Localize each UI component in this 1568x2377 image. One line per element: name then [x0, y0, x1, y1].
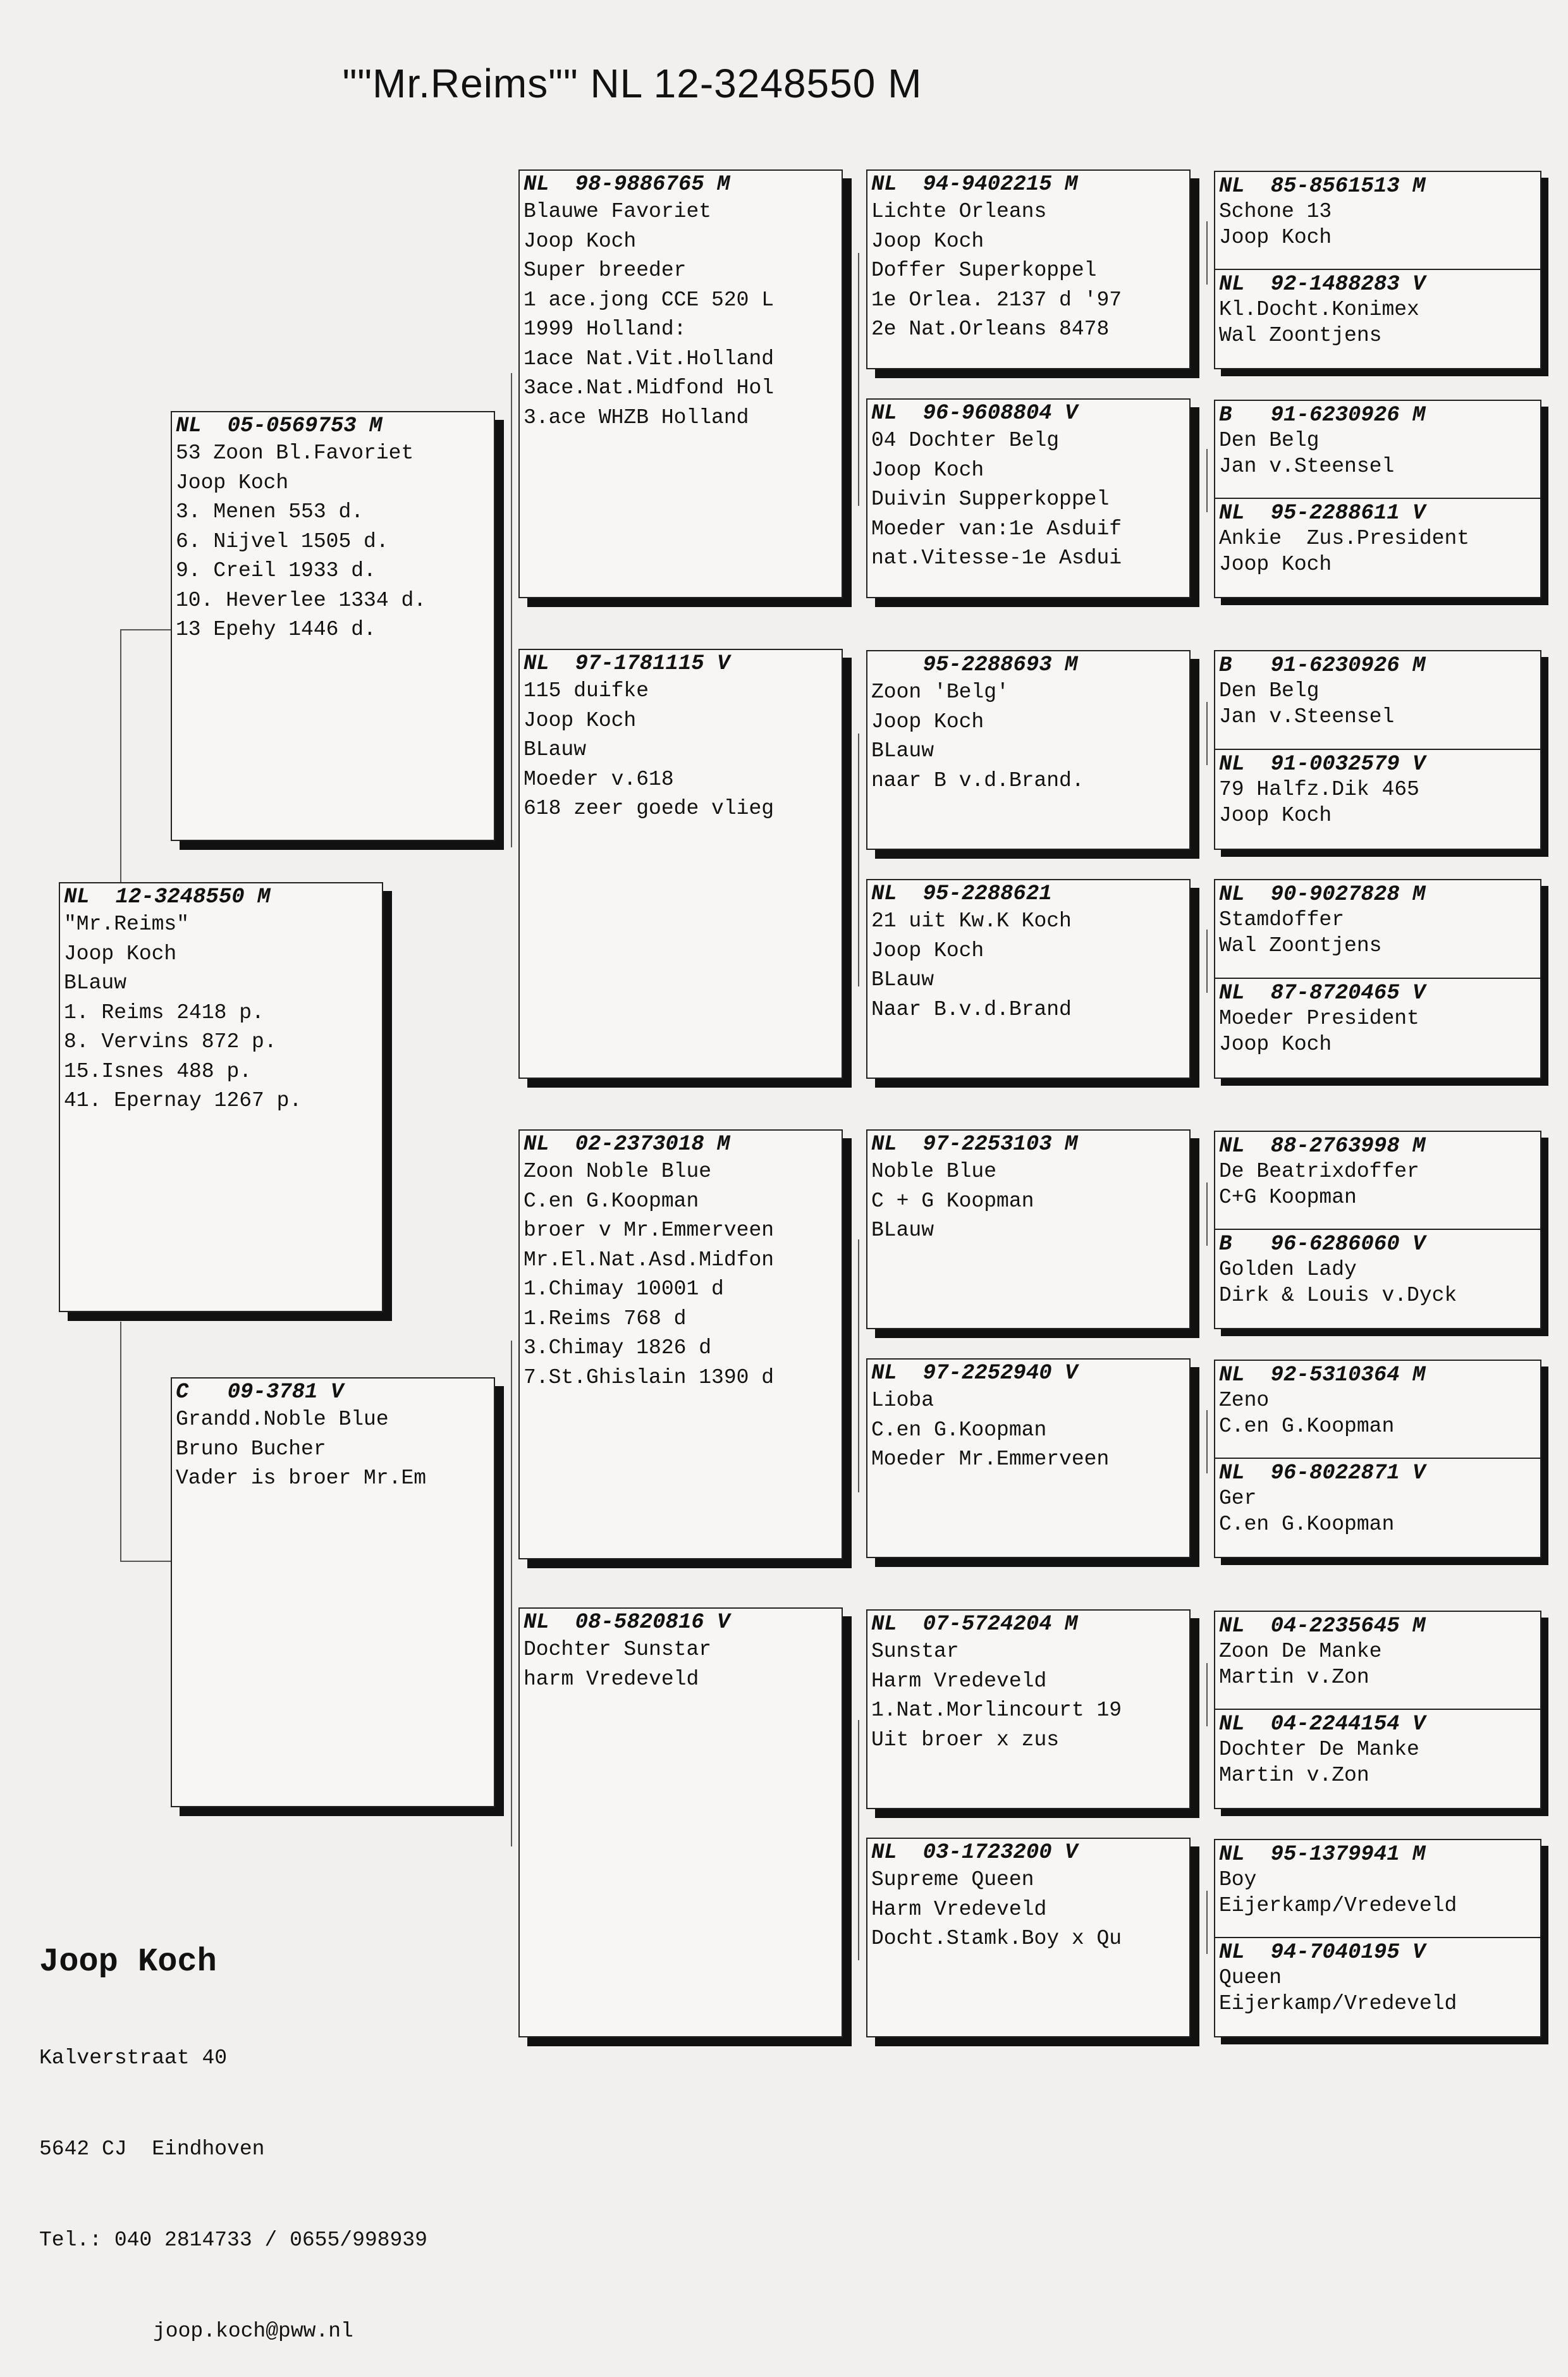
- card-line: Joop Koch: [64, 942, 177, 966]
- card-line: Supreme Queen: [871, 1868, 1034, 1891]
- pedigree-cell-male: [1215, 1612, 1540, 1710]
- card-line: Joop Koch: [871, 709, 984, 734]
- owner-city: 5642 CJ Eindhoven: [39, 2137, 265, 2161]
- pedigree-card-gen4-pair: [1214, 650, 1541, 850]
- connector-line: [858, 253, 859, 506]
- pedigree-card-gen4-pair: [1214, 879, 1541, 1079]
- card-line: broer v Mr.Emmerveen: [524, 1219, 775, 1242]
- card-line: 1.Chimay 10001 d: [524, 1277, 724, 1301]
- card-line: Uit broer x zus: [871, 1728, 1060, 1752]
- pedigree-card-granddam-sire: [518, 649, 843, 1079]
- card-line: Moeder Mr.Emmerveen: [871, 1447, 1110, 1471]
- card-line: 8. Vervins 872 p.: [64, 1030, 277, 1053]
- connector-line: [1206, 930, 1208, 993]
- card-line: BLauw: [871, 1219, 934, 1242]
- card-line: C.en G.Koopman: [1219, 1415, 1395, 1438]
- card-line: Joop Koch: [871, 229, 984, 253]
- connector-line: [511, 1341, 512, 1846]
- card-line: Moeder President: [1219, 1007, 1419, 1030]
- pedigree-card-gen4-pair: [1214, 1360, 1541, 1558]
- pedigree-cell-female: [1215, 1937, 1540, 2036]
- pedigree-cell-female: [1215, 269, 1540, 368]
- card-line: Duivin Supperkoppel: [871, 488, 1110, 511]
- pedigree-cell-male: [1215, 1132, 1540, 1230]
- card-line: 1 ace.jong CCE 520 L: [524, 288, 775, 312]
- pedigree-card-gen3: [866, 1609, 1191, 1809]
- card-line: 115 duifke: [524, 679, 649, 703]
- ring-number: NL 95-1379941 M: [1219, 1843, 1426, 1867]
- connector-line: [1206, 1182, 1208, 1246]
- card-line: Dirk & Louis v.Dyck: [1219, 1284, 1457, 1307]
- ring-number: NL 02-2373018 M: [524, 1133, 730, 1157]
- card-line: Blauwe Favoriet: [524, 200, 712, 223]
- pedigree-card-sire: [171, 411, 495, 841]
- card-line: Joop Koch: [871, 458, 984, 482]
- connector-line: [1206, 1663, 1208, 1726]
- card-line: C.en G.Koopman: [1219, 1513, 1395, 1536]
- pedigree-card-gen3: [866, 1838, 1191, 2037]
- ring-number: NL 94-7040195 V: [1219, 1941, 1426, 1965]
- card-line: 2e Nat.Orleans 8478: [871, 317, 1110, 341]
- ring-number: B 91-6230926 M: [1219, 654, 1426, 678]
- card-line: 7.St.Ghislain 1390 d: [524, 1365, 775, 1389]
- owner-email: joop.koch@pww.nl: [153, 2319, 353, 2343]
- card-line: Mr.El.Nat.Asd.Midfon: [524, 1248, 775, 1272]
- card-line: Joop Koch: [524, 229, 637, 253]
- connector-line: [858, 734, 859, 986]
- card-line: 15.Isnes 488 p.: [64, 1059, 252, 1083]
- owner-name: Joop Koch: [39, 1943, 217, 1981]
- pedigree-card-gen3: [866, 398, 1191, 598]
- card-line: Den Belg: [1219, 679, 1320, 703]
- pedigree-card-granddam-dam: [518, 1607, 843, 2037]
- card-line: 3.ace WHZB Holland: [524, 405, 749, 429]
- card-line: 53 Zoon Bl.Favoriet: [176, 441, 414, 465]
- pedigree-cell-female: [1215, 749, 1540, 849]
- ring-number: NL 12-3248550 M: [64, 885, 271, 909]
- card-line: Super breeder: [524, 259, 687, 282]
- card-line: Grandd.Noble Blue: [176, 1408, 389, 1431]
- card-line: Boy: [1219, 1868, 1257, 1891]
- card-line: Jan v.Steensel: [1219, 455, 1395, 478]
- card-line: Joop Koch: [1219, 226, 1332, 249]
- card-line: 1999 Holland:: [524, 317, 687, 341]
- card-line: Den Belg: [1219, 429, 1320, 452]
- ring-number: NL 97-2252940 V: [871, 1361, 1078, 1385]
- pedigree-card-gen3: [866, 1358, 1191, 1558]
- pedigree-cell-female: [1215, 1458, 1540, 1557]
- ring-number: NL 85-8561513 M: [1219, 175, 1426, 199]
- pedigree-card-gen4-pair: [1214, 1839, 1541, 2037]
- pedigree-cell-female: [1215, 498, 1540, 597]
- pedigree-card-subject: [59, 882, 383, 1312]
- card-line: Vader is broer Mr.Em: [176, 1466, 427, 1490]
- card-line: 21 uit Kw.K Koch: [871, 909, 1072, 933]
- connector-line: [120, 1561, 171, 1562]
- card-line: Moeder v.618: [524, 767, 674, 791]
- card-line: 618 zeer goede vlieg: [524, 797, 775, 820]
- pedigree-card-gen4-pair: [1214, 171, 1541, 369]
- ring-number: NL 04-2244154 V: [1219, 1712, 1426, 1736]
- card-line: Joop Koch: [1219, 804, 1332, 827]
- pedigree-cell-male: [1215, 172, 1540, 270]
- card-line: Joop Koch: [524, 708, 637, 732]
- card-line: 9. Creil 1933 d.: [176, 559, 376, 582]
- ring-number: B 96-6286060 V: [1219, 1232, 1426, 1256]
- connector-line: [511, 373, 512, 847]
- connector-line: [120, 1322, 121, 1562]
- card-line: Joop Koch: [871, 938, 984, 962]
- card-line: Dochter De Manke: [1219, 1738, 1419, 1761]
- card-line: 1.Nat.Morlincourt 19: [871, 1698, 1122, 1722]
- ring-number: NL 07-5724204 M: [871, 1612, 1078, 1637]
- ring-number: NL 92-5310364 M: [1219, 1363, 1426, 1387]
- pedigree-cell-male: [1215, 880, 1540, 979]
- card-line: Noble Blue: [871, 1160, 997, 1183]
- card-line: Stamdoffer: [1219, 908, 1345, 931]
- ring-number: NL 08-5820816 V: [524, 1611, 730, 1635]
- pedigree-cell-female: [1215, 978, 1540, 1078]
- card-line: 41. Epernay 1267 p.: [64, 1089, 302, 1112]
- card-line: Queen: [1219, 1966, 1282, 1989]
- card-line: Sunstar: [871, 1640, 959, 1663]
- card-line: Ger: [1219, 1487, 1257, 1510]
- card-line: 3.Chimay 1826 d: [524, 1336, 712, 1360]
- ring-number: NL 94-9402215 M: [871, 173, 1078, 197]
- ring-number: NL 95-2288611 V: [1219, 501, 1426, 525]
- card-line: Jan v.Steensel: [1219, 705, 1395, 728]
- connector-line: [1206, 221, 1208, 285]
- ring-number: NL 96-8022871 V: [1219, 1461, 1426, 1485]
- card-line: BLauw: [64, 971, 127, 995]
- ring-number: NL 05-0569753 M: [176, 414, 383, 438]
- ring-number: NL 97-2253103 M: [871, 1133, 1078, 1157]
- card-line: Schone 13: [1219, 200, 1332, 223]
- ring-number: NL 03-1723200 V: [871, 1841, 1078, 1865]
- ring-number: NL 97-1781115 V: [524, 652, 730, 676]
- card-line: 04 Dochter Belg: [871, 429, 1060, 452]
- pedigree-cell-male: [1215, 1361, 1540, 1459]
- card-line: C+G Koopman: [1219, 1186, 1357, 1209]
- card-line: Moeder van:1e Asduif: [871, 517, 1122, 541]
- connector-line: [1206, 449, 1208, 512]
- connector-line: [1206, 1891, 1208, 1954]
- card-line: Wal Zoontjens: [1219, 934, 1382, 957]
- card-line: C.en G.Koopman: [871, 1418, 1047, 1442]
- card-line: Harm Vredeveld: [871, 1897, 1047, 1921]
- card-line: "Mr.Reims": [64, 912, 190, 936]
- card-line: naar B v.d.Brand.: [871, 768, 1084, 792]
- card-line: Eijerkamp/Vredeveld: [1219, 1992, 1457, 2015]
- card-line: 10. Heverlee 1334 d.: [176, 588, 427, 612]
- card-line: BLauw: [871, 968, 934, 992]
- card-line: 79 Halfz.Dik 465: [1219, 778, 1419, 801]
- page-title: ""Mr.Reims"" NL 12-3248550 M: [342, 61, 922, 106]
- connector-line: [120, 629, 171, 630]
- card-line: De Beatrixdoffer: [1219, 1160, 1419, 1183]
- ring-number: NL 95-2288621: [871, 882, 1052, 906]
- card-line: Joop Koch: [176, 470, 289, 494]
- pedigree-cell-male: [1215, 401, 1540, 499]
- card-line: C + G Koopman: [871, 1189, 1034, 1213]
- card-line: Docht.Stamk.Boy x Qu: [871, 1927, 1122, 1950]
- pedigree-card-gen4-pair: [1214, 1131, 1541, 1329]
- card-line: Martin v.Zon: [1219, 1764, 1369, 1787]
- pedigree-cell-female: [1215, 1229, 1540, 1328]
- pedigree-cell-female: [1215, 1709, 1540, 1808]
- pedigree-cell-male: [1215, 651, 1540, 750]
- pedigree-card-gen4-pair: [1214, 400, 1541, 598]
- ring-number: NL 04-2235645 M: [1219, 1614, 1426, 1638]
- pedigree-card-gen4-pair: [1214, 1611, 1541, 1809]
- ring-number: 95-2288693 M: [871, 653, 1078, 677]
- card-line: Doffer Superkoppel: [871, 259, 1097, 282]
- pedigree-card-gen3: [866, 650, 1191, 850]
- ring-number: NL 96-9608804 V: [871, 402, 1078, 426]
- card-line: Dochter Sunstar: [524, 1638, 712, 1661]
- connector-line: [1206, 702, 1208, 765]
- connector-line: [1206, 1410, 1208, 1473]
- connector-line: [858, 1720, 859, 1960]
- card-line: 6. Nijvel 1505 d.: [176, 529, 389, 553]
- card-line: Kl.Docht.Konimex: [1219, 298, 1419, 321]
- card-line: Lioba: [871, 1389, 934, 1412]
- card-line: harm Vredeveld: [524, 1667, 699, 1691]
- card-line: Zoon 'Belg': [871, 680, 1009, 704]
- connector-line: [120, 629, 121, 882]
- ring-number: B 91-6230926 M: [1219, 403, 1426, 427]
- card-line: Eijerkamp/Vredeveld: [1219, 1894, 1457, 1917]
- card-line: Lichte Orleans: [871, 200, 1047, 223]
- card-line: Zoon De Manke: [1219, 1640, 1382, 1663]
- card-line: Ankie Zus.President: [1219, 527, 1470, 550]
- ring-number: NL 88-2763998 M: [1219, 1134, 1426, 1158]
- pedigree-card-grandsire-sire: [518, 169, 843, 598]
- card-line: BLauw: [524, 738, 587, 761]
- card-line: Harm Vredeveld: [871, 1669, 1047, 1693]
- ring-number: NL 87-8720465 V: [1219, 981, 1426, 1005]
- pedigree-cell-male: [1215, 1840, 1540, 1938]
- card-line: Joop Koch: [1219, 553, 1332, 576]
- ring-number: NL 91-0032579 V: [1219, 752, 1426, 777]
- card-line: Zoon Noble Blue: [524, 1160, 712, 1183]
- card-line: 3ace.Nat.Midfond Hol: [524, 376, 775, 400]
- owner-contact-block: [39, 1881, 427, 2377]
- card-line: BLauw: [871, 739, 934, 763]
- ring-number: NL 92-1488283 V: [1219, 273, 1426, 297]
- card-line: 1ace Nat.Vit.Holland: [524, 347, 775, 371]
- card-line: 1. Reims 2418 p.: [64, 1000, 264, 1024]
- card-line: Zeno: [1219, 1389, 1270, 1412]
- pedigree-card-gen3: [866, 1129, 1191, 1329]
- pedigree-card-dam: [171, 1377, 495, 1807]
- card-line: Golden Lady: [1219, 1258, 1357, 1281]
- owner-phone: Tel.: 040 2814733 / 0655/998939: [39, 2228, 427, 2252]
- pedigree-card-grandsire-dam: [518, 1129, 843, 1559]
- ring-number: C 09-3781 V: [176, 1380, 344, 1404]
- ring-number: NL 90-9027828 M: [1219, 883, 1426, 907]
- ring-number: NL 98-9886765 M: [524, 173, 730, 197]
- card-line: nat.Vitesse-1e Asdui: [871, 546, 1122, 570]
- card-line: 1.Reims 768 d: [524, 1306, 687, 1330]
- card-line: C.en G.Koopman: [524, 1189, 699, 1213]
- card-line: Wal Zoontjens: [1219, 324, 1382, 347]
- pedigree-card-gen3: [866, 169, 1191, 369]
- card-line: Bruno Bucher: [176, 1437, 326, 1461]
- card-line: 13 Epehy 1446 d.: [176, 618, 376, 641]
- card-line: Martin v.Zon: [1219, 1666, 1369, 1689]
- card-line: Naar B.v.d.Brand: [871, 997, 1072, 1021]
- card-line: Joop Koch: [1219, 1033, 1332, 1056]
- owner-street: Kalverstraat 40: [39, 2046, 228, 2070]
- pedigree-card-gen3: [866, 879, 1191, 1079]
- connector-line: [858, 1239, 859, 1492]
- card-line: 3. Menen 553 d.: [176, 500, 364, 524]
- card-line: 1e Orlea. 2137 d '97: [871, 288, 1122, 312]
